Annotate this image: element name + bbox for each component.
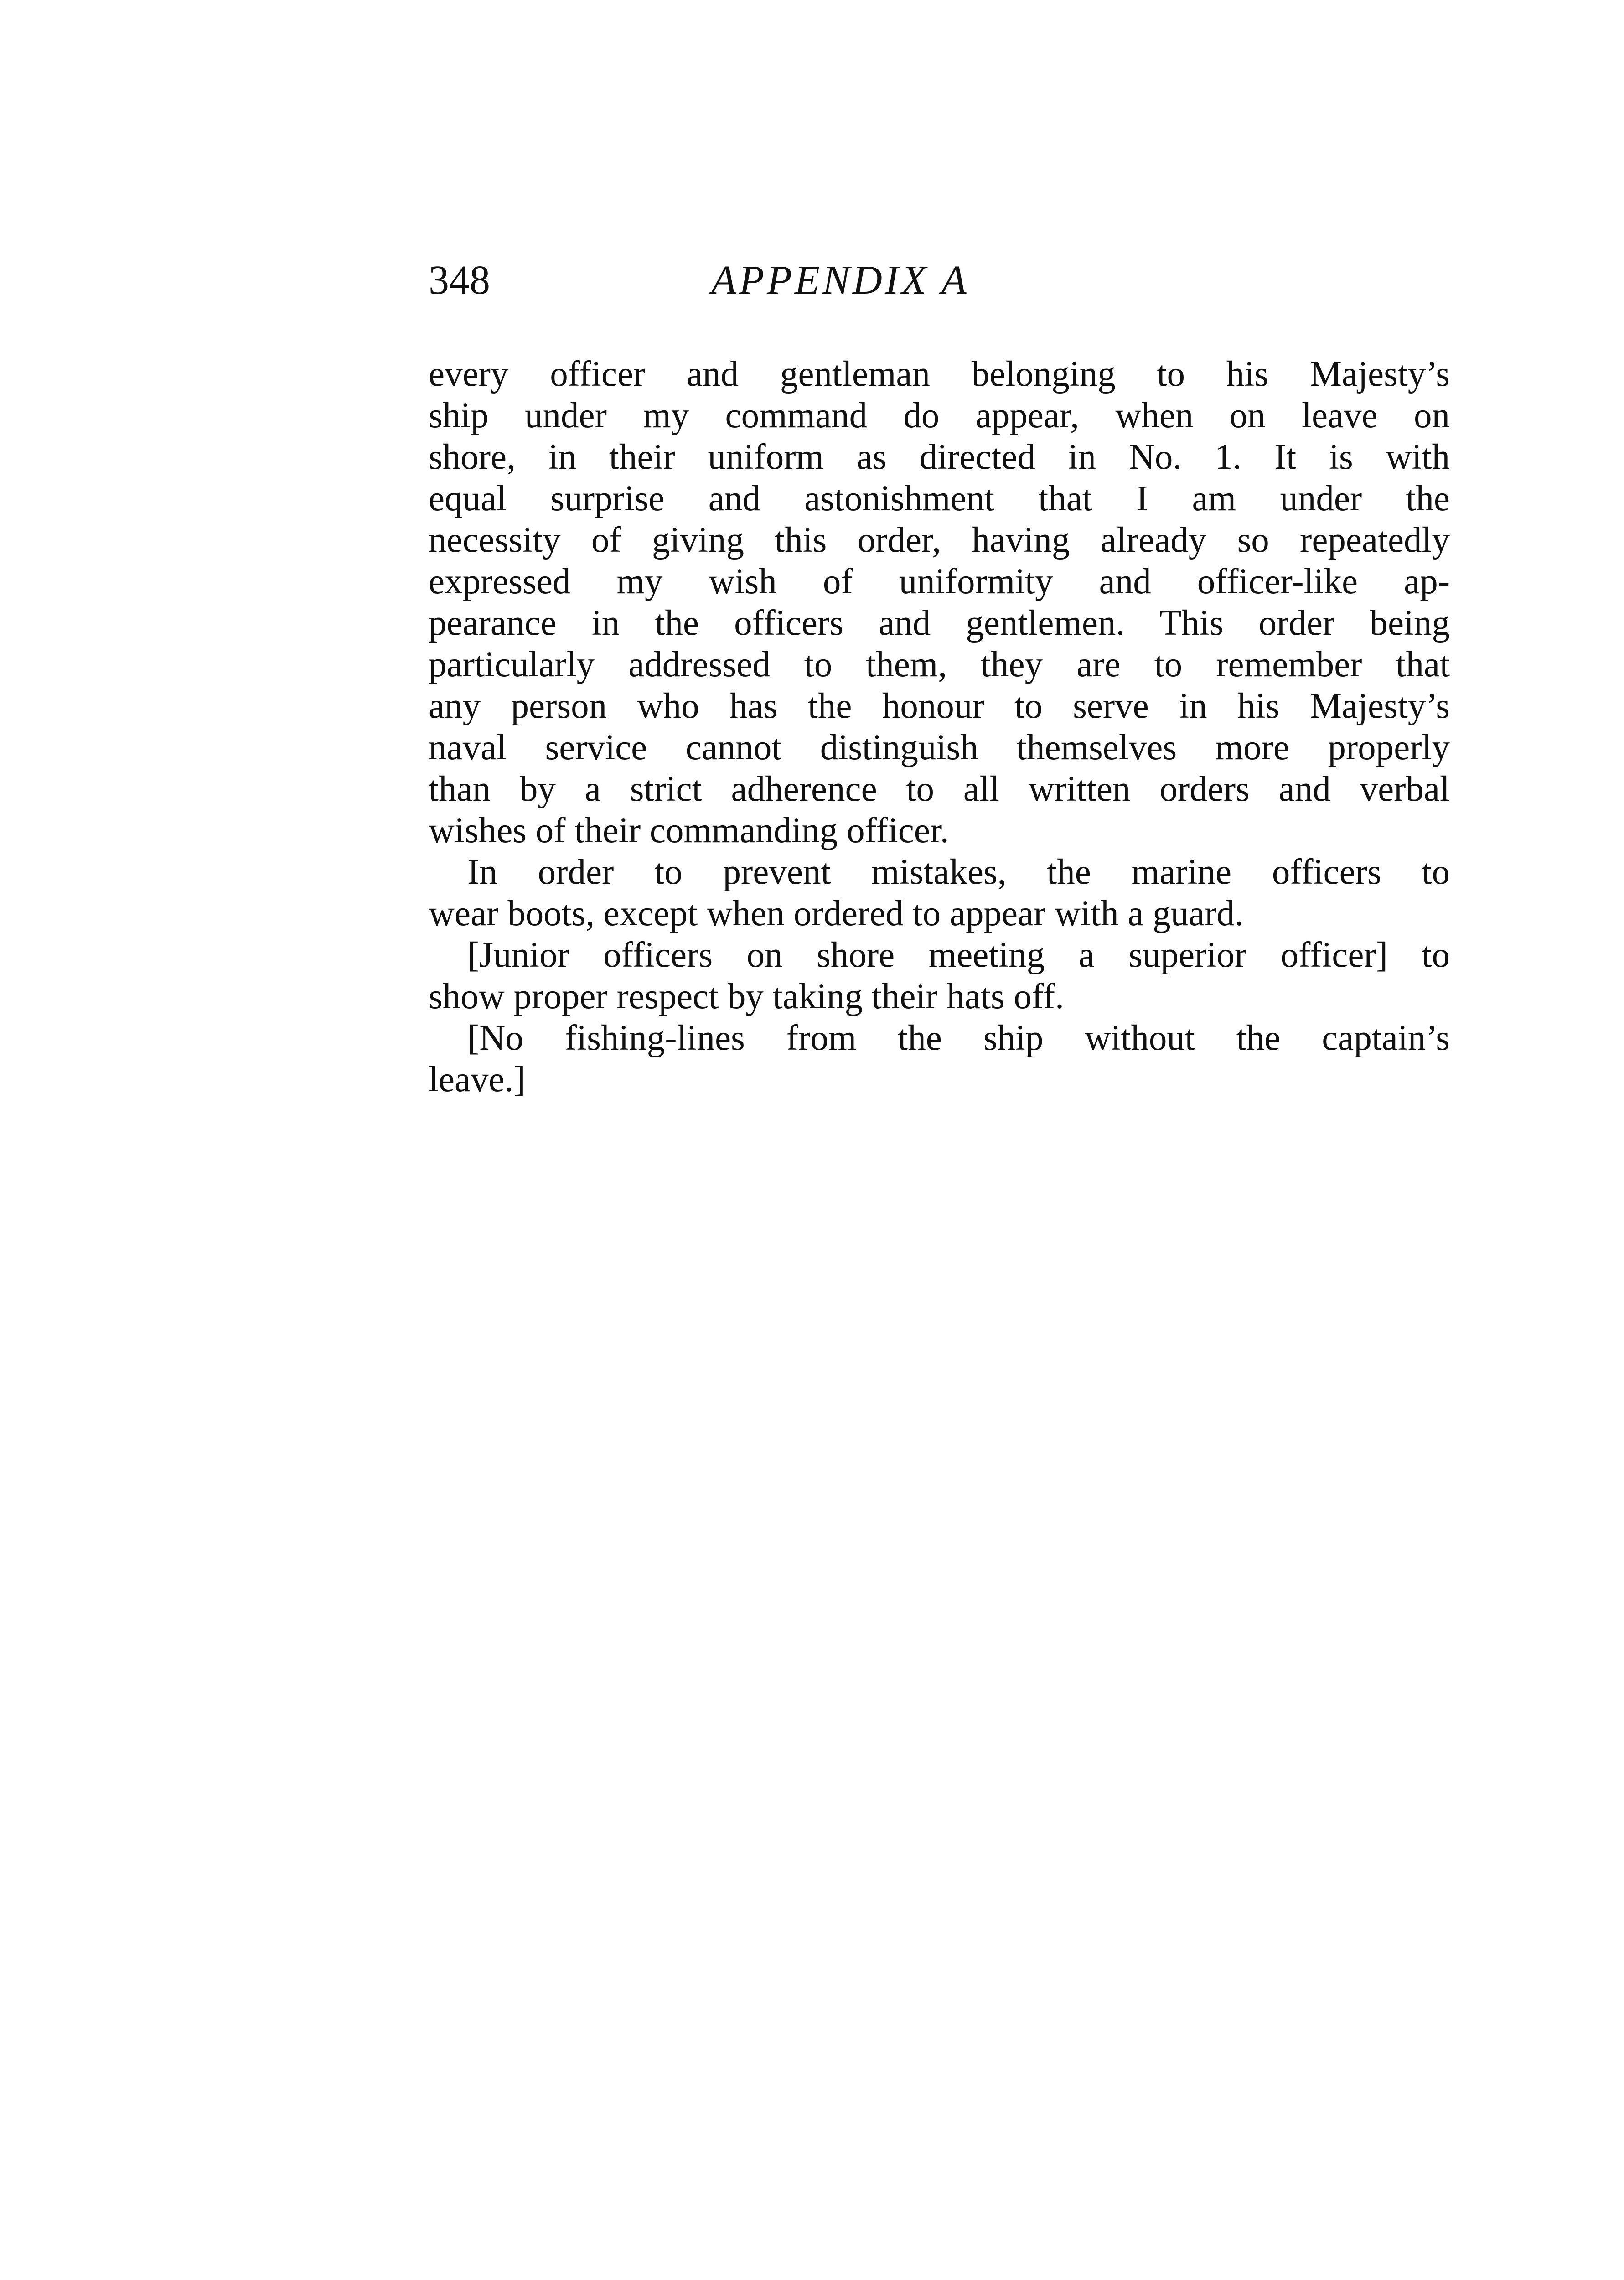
text-line: particularly addressed to them, they are to remember that [429, 645, 1450, 684]
text-line: every officer and gentleman belonging to his Majesty’s [429, 354, 1450, 394]
page-number: 348 [429, 258, 490, 303]
text-line: show proper respect by taking their hats off. [429, 977, 1064, 1016]
text-line: necessity of giving this order, having already so repeatedly [429, 520, 1450, 560]
text-line: wear boots, except when ordered to appear with a guard. [429, 894, 1244, 933]
page-header [429, 253, 1450, 308]
text-line: equal surprise and astonishment that I am under the [429, 479, 1450, 518]
text-line: shore, in their uniform as directed in No. 1. It is with [429, 437, 1450, 477]
body-text [429, 353, 1450, 1100]
text-line: In order to prevent mistakes, the marine officers to [467, 852, 1450, 892]
text-line: pearance in the officers and gentlemen. This order being [429, 603, 1450, 643]
text-line: ship under my command do appear, when on leave on [429, 396, 1450, 435]
text-line: any person who has the honour to serve in his Majesty’s [429, 686, 1450, 726]
text-line: naval service cannot distinguish themselves more properly [429, 728, 1450, 767]
running-head: APPENDIX A [711, 258, 969, 303]
text-line: wishes of their commanding officer. [429, 811, 949, 850]
text-line: than by a strict adherence to all written orders and verbal [429, 769, 1450, 809]
text-line: leave.] [429, 1060, 526, 1099]
text-line: [Junior officers on shore meeting a superior officer] to [467, 935, 1450, 975]
text-line: expressed my wish of uniformity and officer-like ap- [429, 562, 1450, 601]
text-line: [No fishing-lines from the ship without the captain’s [467, 1018, 1450, 1058]
